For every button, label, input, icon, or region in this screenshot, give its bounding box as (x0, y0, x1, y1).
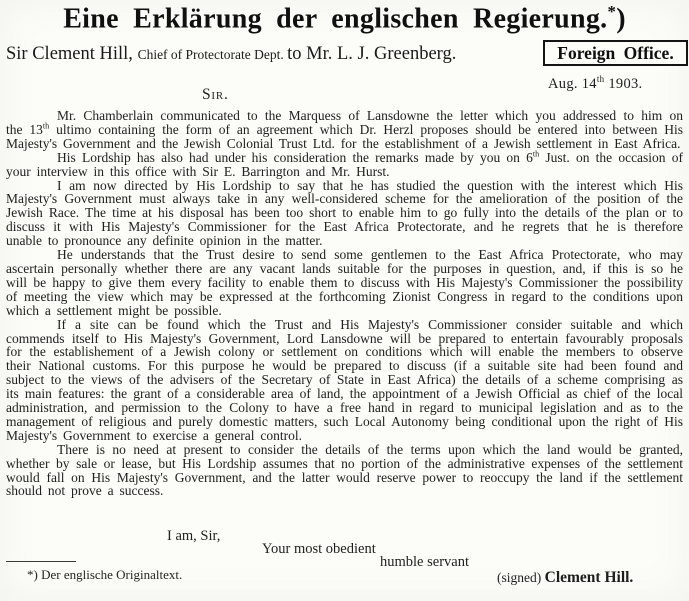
page-title (0, 2, 689, 35)
letter-paragraph (6, 179, 683, 249)
salutation: Sir. (202, 86, 229, 103)
foreign-office-stamp (543, 40, 688, 66)
letter-paragraph (6, 109, 683, 151)
paragraph-text: Mr. Chamberlain communicated to the Marquess of Lansdowne the letter which you addressed to him on the 13 (6, 108, 683, 137)
footnote-text: Der englische Originaltext. (41, 567, 183, 582)
signature-name: Clement Hill. (544, 569, 634, 586)
ordinal-superscript: th (532, 149, 540, 159)
foreign-office-stamp-label: Foreign Office. (557, 43, 674, 63)
letter-paragraph (6, 318, 683, 443)
date-ordinal: th (596, 74, 605, 84)
sender-role: Chief of Protectorate Dept. (137, 47, 288, 62)
date-year: 1903. (604, 75, 643, 92)
signature-line (497, 569, 633, 587)
footnote-divider (6, 561, 76, 562)
recipient-name: to Mr. L. J. Greenberg. (287, 44, 457, 64)
letter-paragraph (6, 151, 683, 179)
paragraph-text: His Lordship has also had under his consideration the remarks made by you on 6 (57, 149, 533, 165)
paragraph-text: There is no need at present to consider the details of the terms upon which the land would be granted, whether by sale or lease, but His Lordship assumes that no portion of the administrative expenses of the settlement would fall on His Majesty's Government, and the latter would reserve power to reoccupy the land if the settlement should not prove a success. (6, 441, 683, 499)
paragraph-text: I am now directed by His Lordship to say that he has studied the question with the interest which His Majesty's Government must always take in any well-considered scheme for the amelioration of the position of the Jewish Race. The time at his disposal has been too short to enable him to go fully into the details of the plan or to discuss it with His Majesty's Commissioner for the East Africa Protectorate, and he regrets that he is therefore unable to pronounce any definite opinion in the matter. (6, 177, 683, 249)
closing-your-most-obedient: Your most obedient (262, 541, 376, 557)
ordinal-superscript: th (42, 121, 50, 131)
paragraph-text: ultimo containing the form of an agreement which Dr. Herzl proposes should be entered into between His Majesty's Government and the Jewish Colonial Trust Ltd. for the establishment of a Jewish settlement in East Africa. (6, 121, 684, 151)
signed-prefix: (signed) (497, 570, 545, 585)
title-footnote-paren: ) (616, 3, 626, 35)
paragraph-text: If a site can be found which the Trust and His Majesty's Commissioner consider suitable and which commends itself to His Majesty's Government, Lord Lansdowne will be prepared to entertain favourably proposals for the establishement of a Jewish colony or settlement on conditions which will enable the members to observe their National customs. For this purpose he would be prepared to discuss (if a suitable site had been found and subject to the views of the advisers of the Secretary of State in East Africa) the details of a scheme comprising as its main features: the grant of a considerable area of land, the appointment of a Jewish Official as chief of the local administration, and permission to the Colony to have a free hand in regard to municipal legislation and as to the management of religious and purely domestic matters, such Local Autonomy being conditional upon the right of His Majesty's Government to exercise a general control. (6, 316, 683, 443)
date-main: Aug. 14 (548, 75, 597, 92)
sender-name: Sir Clement Hill, (6, 44, 138, 64)
footnote (27, 567, 182, 583)
closing-humble-servant: humble servant (380, 554, 469, 570)
letter-paragraph (6, 248, 683, 318)
paragraph-text: Just. on the occasion of your interview in this office with Sir E. Barrington and Mr. Hurst. (6, 149, 683, 179)
letter-body (6, 109, 683, 498)
letter-paragraph (6, 443, 683, 499)
paragraph-text: He understands that the Trust desire to send some gentlemen to the East Africa Protectorate, who may ascertain personally whether there are any vacant lands suitable for the purposes in question, and, if this is so he will be happy to give them every facility to enable them to discuss with His Majesty's Commissioner the possibility of meeting the view which may be expressed at the forthcoming Zionist Congress in regard to the conditions upon which a settlement might be possible. (6, 247, 683, 318)
closing-i-am-sir: I am, Sir, (167, 528, 221, 544)
byline (6, 44, 456, 65)
title-footnote-marker: * (607, 2, 617, 21)
footnote-marker: *) (27, 567, 42, 582)
date-line (548, 74, 642, 93)
page-title-text: Eine Erklärung der englischen Regierung. (63, 3, 608, 35)
